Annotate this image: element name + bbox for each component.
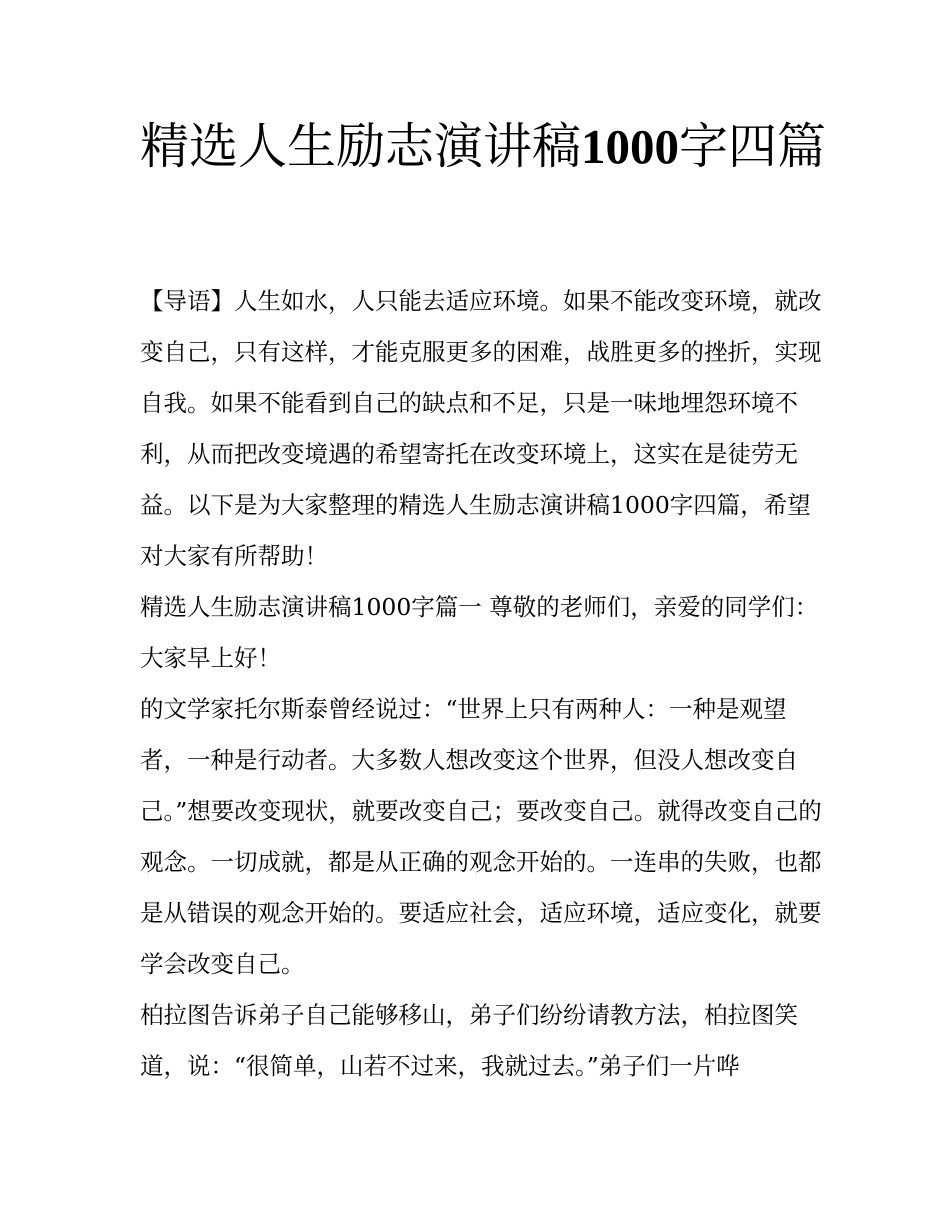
document-body (140, 276, 822, 1092)
title-text-part1: 精选人生励志演讲稿 (140, 118, 582, 175)
paragraph-tolstoy-quote: 的文学家托尔斯泰曾经说过：“世界上只有两种人：一种是观望者，一种是行动者。大多数人想改变这个世界，但没人想改变自己。”想要改变现状，就要改变自己；要改变自己。就得改变自己的观念。一切成就，都是从正确的观念开始的。一连串的失败，也都是从错误的观念开始的。要适应社会，适应环境，适应变化，就要学会改变自己。 (140, 695, 822, 978)
title-text-part2: 字四篇 (679, 118, 827, 175)
document-title (140, 112, 830, 182)
paragraph-plato-story: 柏拉图告诉弟子自己能够移山，弟子们纷纷请教方法，柏拉图笑道，说：“很简单，山若不过来，我就过去。”弟子们一片哗 (140, 1001, 798, 1080)
paragraph-intro: 【导语】人生如水，人只能去适应环境。如果不能改变环境，就改变自己，只有这样，才能克服更多的困难，战胜更多的挫折，实现自我。如果不能看到自己的缺点和不足，只是一味地埋怨环境不利，从而把改变境遇的希望寄托在改变环境上，这实在是徒劳无益。以下是为大家整理的精选人生励志演讲稿1000字四篇，希望对大家有所帮助！ (140, 287, 822, 570)
paragraph-speech-heading: 精选人生励志演讲稿1000字篇一 尊敬的老师们，亲爱的同学们： 大家早上好！ (140, 593, 819, 672)
title-number: 1000 (581, 119, 680, 174)
